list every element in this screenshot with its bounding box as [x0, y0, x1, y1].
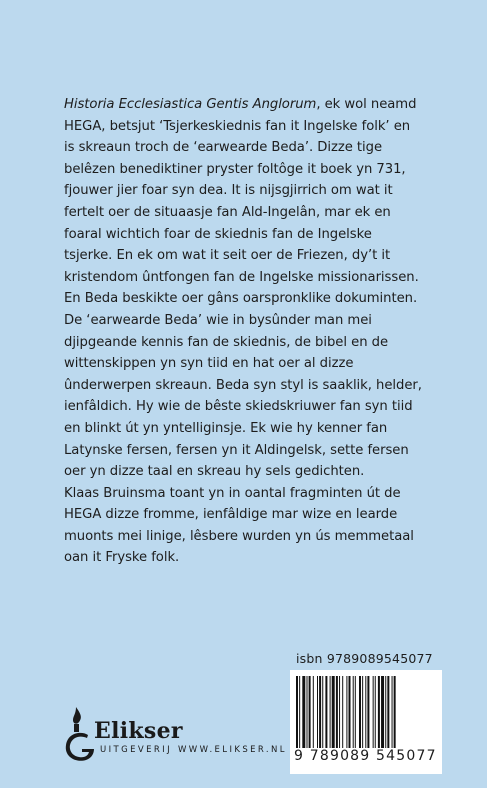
blurb-paragraph-2: De ‘earwearde Beda’ wie in bysûnder man mei djipgeande kennis fan de skiednis, de bibel en de wittenskippen yn syn tiid en hat oer al dizze ûnderwerpen skreaun. Beda syn styl is saaklik, helder, ienfâldich. Hy wie de bêste skiedskriuwer fan syn tiid en blinkt út yn yntelliginsje. Ek wie hy kenner fan Latynske fersen, fersen yn it Aldingelsk, sette fersen oer yn dizze taal en skreau hy sels gedichten.	[64, 312, 422, 480]
barcode-bar	[353, 676, 354, 748]
barcode-bar	[367, 676, 369, 748]
barcode-digits: 9 789089 545077	[294, 748, 437, 764]
blurb-paragraph-3: Klaas Bruinsma toant yn in oantal fragminten út de HEGA dizze fromme, ienfâldige mar wize en learde muonts mei linige, lêsbere wurden yn ús memmetaal oan it Fryske folk.	[64, 485, 414, 566]
publisher-subtitle: UITGEVERIJ	[100, 745, 172, 755]
barcode-bar	[346, 676, 347, 748]
barcode-bar	[339, 676, 340, 748]
back-cover-blurb	[64, 94, 424, 569]
publisher-website: WWW.ELIKSER.NL	[178, 745, 287, 755]
barcode-bar	[317, 676, 318, 748]
barcode-bars	[296, 676, 436, 748]
blurb-paragraph-1	[64, 94, 424, 310]
barcode-bar	[355, 676, 356, 748]
barcode-bar	[302, 676, 305, 748]
barcode-bar	[394, 676, 396, 748]
barcode-bar	[373, 676, 374, 748]
barcode-bar	[349, 676, 351, 748]
barcode-bar	[375, 676, 376, 748]
barcode-bar	[325, 676, 327, 748]
isbn-barcode	[290, 670, 442, 774]
barcode-bar	[359, 676, 361, 748]
barcode-bar	[362, 676, 363, 748]
blurb-paragraph-1-text: , ek wol neamd HEGA, betsjut ‘Tsjerkeskiednis fan it Ingelske folk’ en is skreaun troch de ‘earwearde Beda’. Dizze tige belêzen benediktiner pryster foltôge it boek yn 731, fjouwer jier foar syn dea. It is nijsgjirrich om wat it fertelt oer de situaasje fan Ald-Ingelân, mar ek en foaral wichtich foar de skiednis fan de Ingelske tsjerke. En ek om wat it seit oer de Friezen, dy’t it kristendom ûntfongen fan de Ingelske missionarissen. En Beda beskikte oer gâns oarspronklike dokuminten.	[64, 97, 419, 307]
barcode-bar	[313, 676, 314, 748]
barcode-bar	[296, 676, 298, 748]
barcode-bar	[342, 676, 343, 748]
barcode-bar	[319, 676, 321, 748]
publisher-name: Elikser	[94, 718, 183, 744]
barcode-bar	[309, 676, 311, 748]
barcode-bar	[365, 676, 366, 748]
barcode-bar	[387, 676, 389, 748]
barcode-bar	[381, 676, 384, 748]
barcode-bar	[299, 676, 300, 748]
barcode-bar	[378, 676, 380, 748]
barcode-bar	[322, 676, 323, 748]
barcode-bar	[330, 676, 331, 748]
barcode-bar	[392, 676, 393, 748]
barcode-bar	[332, 676, 335, 748]
book-title-italic: Historia Ecclesiastica Gentis Anglorum	[64, 97, 317, 112]
barcode-bar	[336, 676, 338, 748]
barcode-bar	[385, 676, 386, 748]
isbn-label: isbn 9789089545077	[296, 651, 433, 666]
barcode-bar	[307, 676, 308, 748]
